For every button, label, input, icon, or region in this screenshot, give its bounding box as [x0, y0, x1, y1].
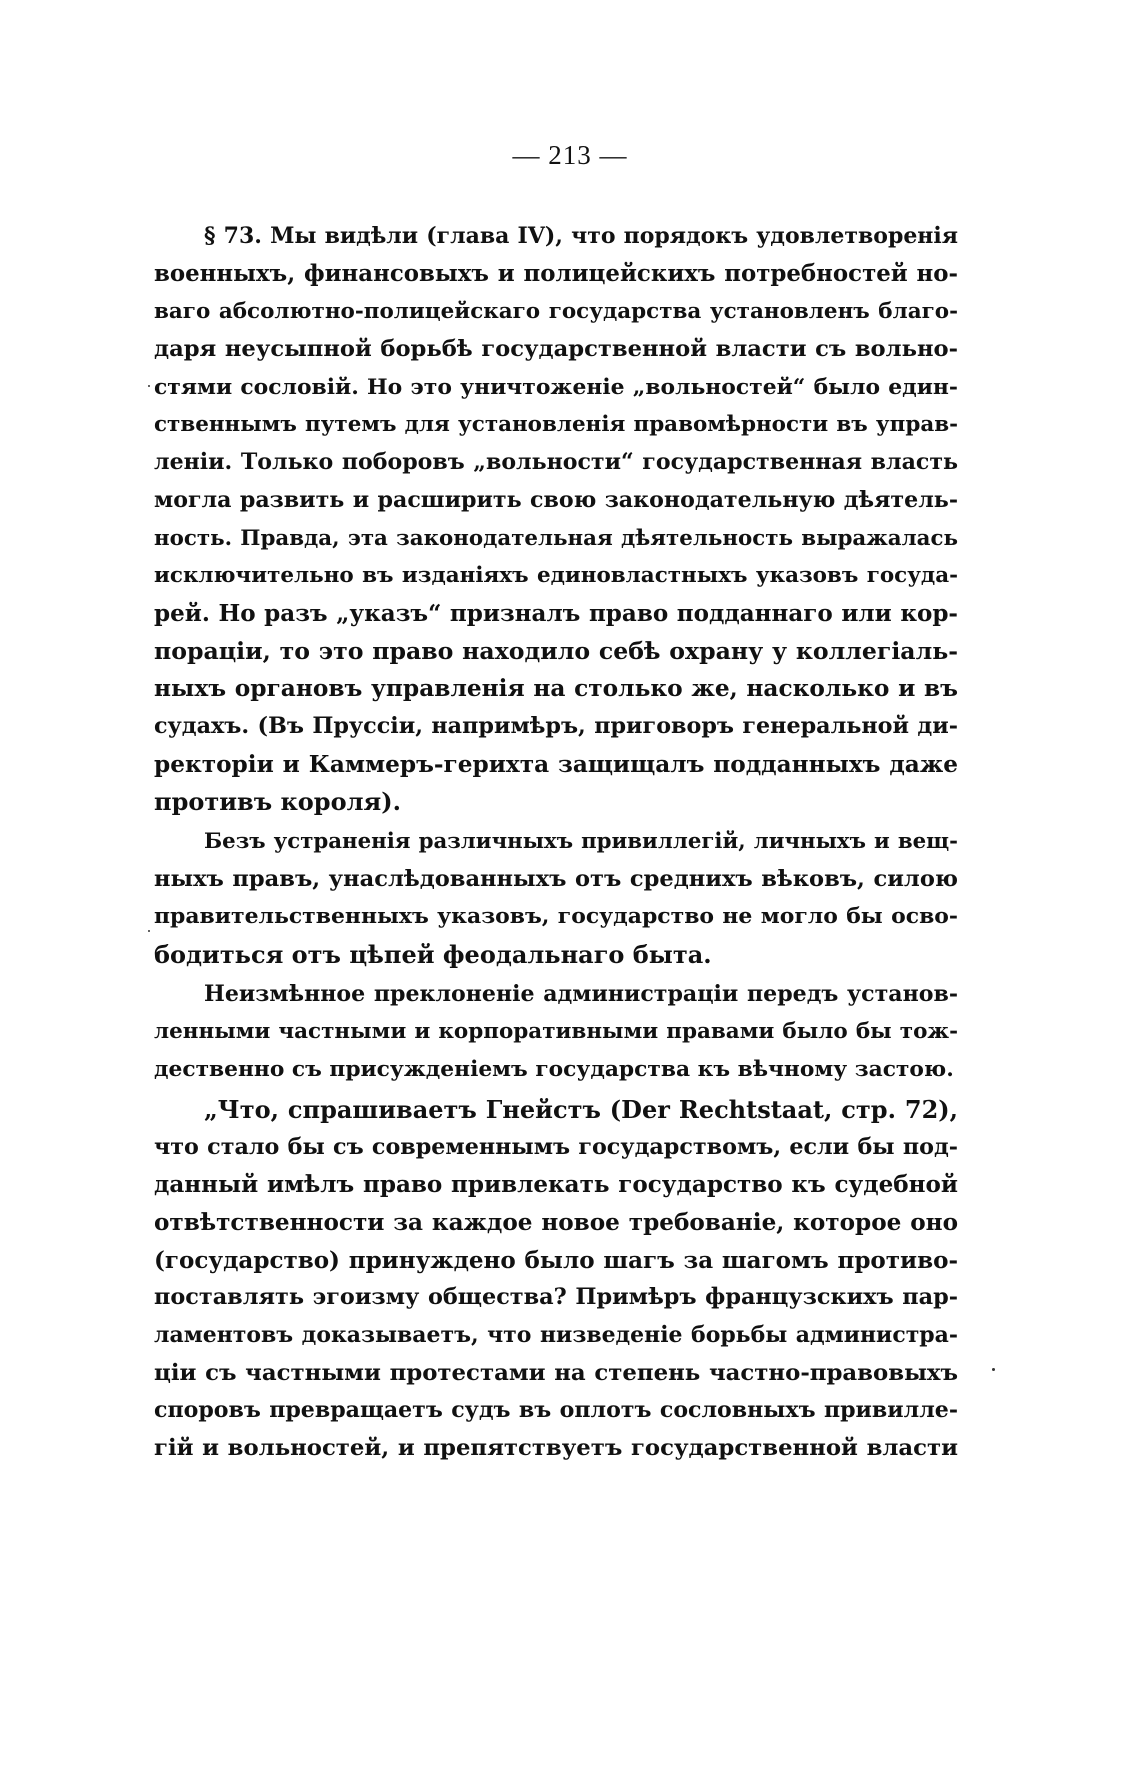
text-line: военныхъ, финансовыхъ и полицейскихъ потребностей но-	[154, 260, 958, 287]
text-line: поставлять эгоизму общества? Примѣръ французскихъ пар-	[154, 1284, 958, 1311]
text-line: исключительно въ изданіяхъ единовластныхъ указовъ госуда-	[154, 563, 958, 589]
text-line: правительственныхъ указовъ, государство не могло бы осво-	[154, 903, 958, 930]
text-line: пораціи, то это право находило себѣ охрану у коллегіаль-	[154, 636, 958, 665]
text-line: ректоріи и Каммеръ-герихта защищалъ подданныхъ даже	[154, 750, 958, 778]
text-line: ваго абсолютно-полицейскаго государства установленъ благо-	[154, 299, 958, 325]
text-line: что стало бы съ современнымъ государствомъ, если бы под-	[154, 1133, 958, 1160]
text-line: ныхъ правъ, унаслѣдованныхъ отъ среднихъ вѣковъ, силою	[154, 865, 958, 892]
text-line: рей. Но разъ „указъ“ призналъ право подданнаго или кор-	[154, 599, 958, 627]
text-line: стями сословій. Но это уничтоженіе „вольностей“ было един-	[154, 373, 958, 400]
text-line: (государство) принуждено было шагъ за шагомъ противо-	[154, 1246, 958, 1274]
text-line: ламентовъ доказываетъ, что низведеніе борьбы администра-	[154, 1321, 958, 1348]
text-line: ственнымъ путемъ для установленія правомѣрности въ управ-	[154, 412, 958, 438]
text-line: „Что, спрашиваетъ Гнейстъ (Der Rechtstaat, стр. 72),	[204, 1094, 958, 1124]
text-line: ность. Правда, эта законодательная дѣятельность выражалась	[154, 525, 958, 551]
paragraph-4	[154, 1091, 958, 1468]
print-speck	[992, 1368, 995, 1371]
text-line: гій и вольностей, и препятствуетъ государственной власти	[154, 1435, 958, 1461]
text-line: противъ короля).	[154, 787, 401, 817]
text-line: ціи съ частными протестами на степень частно-правовыхъ	[154, 1359, 958, 1386]
text-line: судахъ. (Въ Пруссіи, напримѣръ, приговоръ генеральной ди-	[154, 712, 958, 739]
text-line: данный имѣлъ право привлекать государство къ судебной	[154, 1171, 958, 1199]
paragraph-1	[154, 218, 958, 821]
body-text	[154, 218, 958, 1468]
print-speck	[148, 385, 150, 387]
paragraph-3	[154, 976, 958, 1089]
text-line: Неизмѣнное преклоненіе администраціи передъ установ-	[204, 980, 958, 1007]
text-line: леніи. Только поборовъ „вольности“ государственная власть	[154, 449, 958, 476]
print-speck	[148, 930, 150, 932]
text-line: ленными частными и корпоративными правами было бы тож-	[154, 1019, 958, 1045]
text-line: споровъ превращаетъ судъ въ оплотъ сословныхъ привилле-	[154, 1397, 958, 1424]
text-line: отвѣтственности за каждое новое требованіе, которое оно	[154, 1208, 958, 1236]
text-line: бодиться отъ цѣпей феодальнаго быта.	[154, 940, 712, 970]
text-line: § 73. Мы видѣли (глава IV), что порядокъ удовлетворенія	[204, 223, 958, 249]
text-line: ныхъ органовъ управленія на столько же, насколько и въ	[154, 675, 958, 703]
text-line: даря неусыпной борьбѣ государственной власти съ вольно-	[154, 336, 958, 363]
text-line: дественно съ присужденіемъ государства къ вѣчному застою.	[154, 1057, 954, 1083]
text-line: могла развить и расширить свою законодательную дѣятель-	[154, 486, 958, 513]
text-line: Безъ устраненія различныхъ привиллегій, личныхъ и вещ-	[204, 829, 958, 854]
page-number: — 213 —	[512, 140, 628, 170]
paragraph-2	[154, 823, 958, 974]
